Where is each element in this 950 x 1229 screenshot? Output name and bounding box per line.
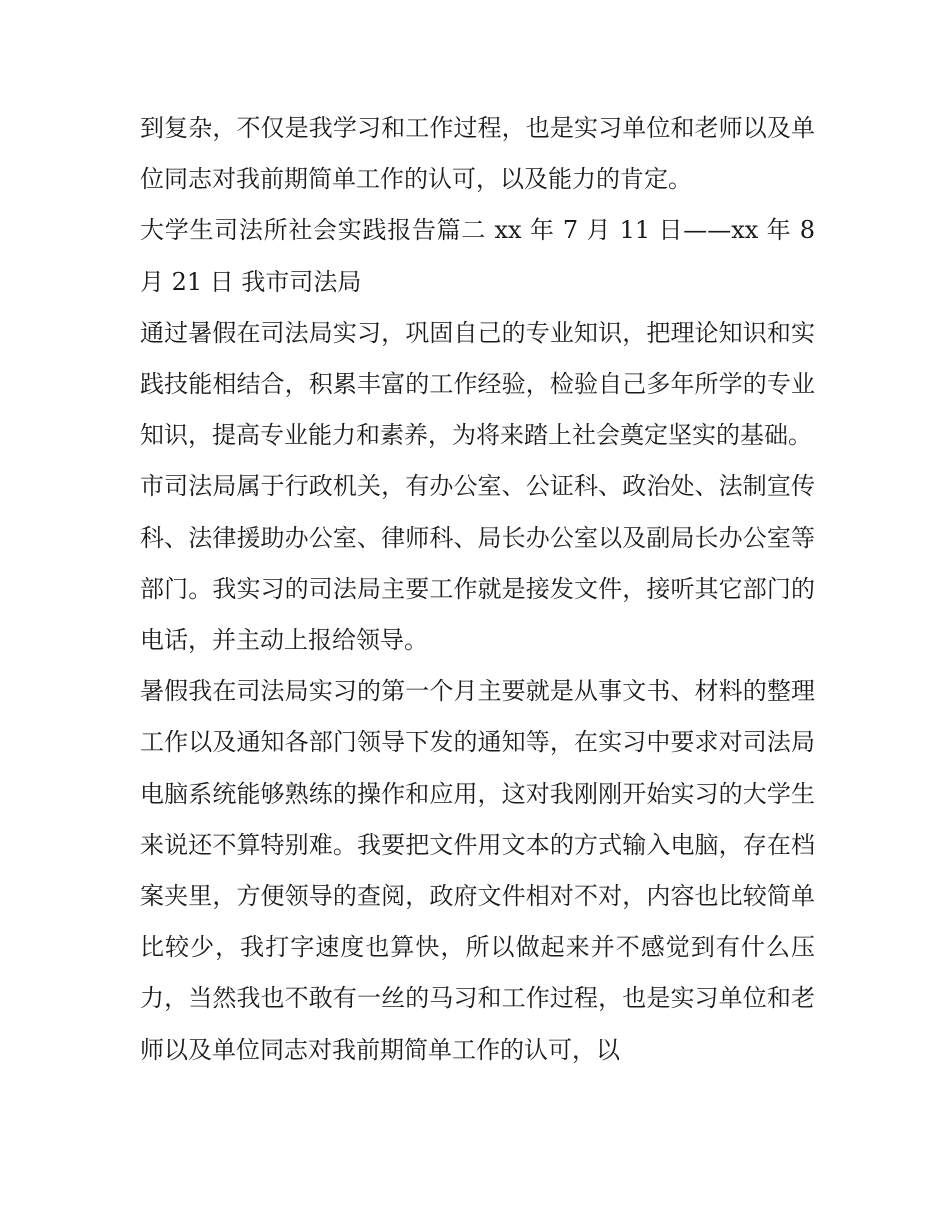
paragraph-report-heading: 大学生司法所社会实践报告篇二 xx 年 7 月 11 日——xx 年 8 月 21 日 我市司法局 <box>140 216 815 296</box>
paragraph-first-month-work: 暑假我在司法局实习的第一个月主要就是从事文书、材料的整理工作以及通知各部门领导下发的通知等，在实习中要求对司法局电脑系统能够熟练的操作和应用，这对我刚刚开始实习的大学生来说还不算特别难。我要把文件用文本的方式输入电脑，存在档案夹里，方便领导的查阅，政府文件相对不对，内容也比较简单比较少，我打字速度也算快，所以做起来并不感觉到有什么压力，当然我也不敢有一丝的马习和工作过程，也是实习单位和老师以及单位同志对我前期简单工作的认可，以 <box>140 677 815 1064</box>
paragraph-continuation: 到复杂，不仅是我学习和工作过程，也是实习单位和老师以及单位同志对我前期简单工作的认可，以及能力的肯定。 <box>140 114 815 194</box>
paragraph-purpose: 通过暑假在司法局实习，巩固自己的专业知识，把理论知识和实践技能相结合，积累丰富的工作经验，检验自己多年所学的专业知识，提高专业能力和素养，为将来踏上社会奠定坚实的基础。 <box>140 318 815 450</box>
paragraph-bureau-structure: 市司法局属于行政机关，有办公室、公证科、政治处、法制宣传科、法律援助办公室、律师科、局长办公室以及副局长办公室等部门。我实习的司法局主要工作就是接发文件，接听其它部门的电话，并主动上报给领导。 <box>140 472 815 655</box>
document-body <box>140 103 815 1076</box>
